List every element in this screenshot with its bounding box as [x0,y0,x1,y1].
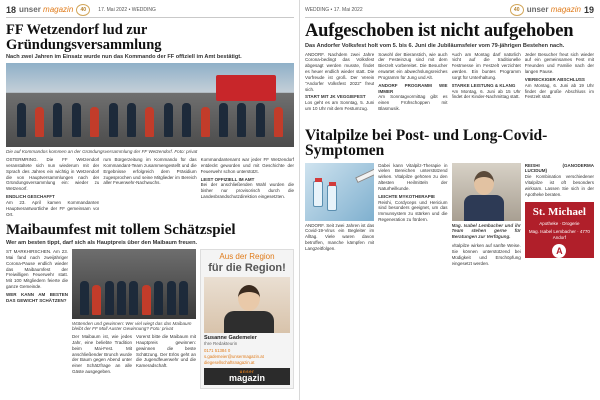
brand-logo: unser magazin [526,5,581,14]
text-column: ANDORF. Nachdem zwei Jahre Corona-bedingt das Volksfest abgesagt werden musste, findet es heuer endlich wieder statt. Die Vorfreude ist groß. Der Verein "Andorfer Volksfest 2022" freut sich. START MIT JK VEGGIEFEST Los geht es am Sonntag, 5. Juni um 10 Uhr mit dem Festumzug. [305,51,375,112]
photo-caption: Wütenden und gewinnen: Wer viel wiegt das das Maibaum bleibt der FF Moll Auster Gewinnung? Foto: privat [72,321,192,331]
magazine-logo: unser magazin [204,368,290,386]
text-column: ST MARKHIRSCHEN. Am 23. Mai fand nach zweijähriger Corona-Pause endlich wieder das Maibaumfest der Freiwilligen Feuerwehr statt. Mit 100 Mitgliedern feierte die ganze Gemeinde. WER KANN AM BESTEN DAS GEWICHT SCHÄTZEN? [6,249,68,303]
editor-name: Susanne Gademeier [204,334,257,341]
pharmacy-subtitle: Apotheke · Drogerie [539,220,580,226]
article-body [6,157,294,219]
article-subline: Das Andorfer Volksfest holt vom 5. bis 6. Juni die Jubiläumsfeier vom 79-jährigen Bestehen nach. [305,42,565,49]
phone-text: 0171 51384 0 [204,347,231,353]
editor-contact [204,348,290,366]
text-column: Jeder Besucher freut sich wieder auf ein gemeinsames Fest mit Freunden und Familie nach der langen Pause. VIERECKIGER ABSCHLUSS Am Montag, 6. Juni ab 19 Uhr findet der große Abschluss im Festzelt statt. [524,51,594,100]
photo-caption: Die auf Kommandos kommen an der Gründungsversammlung der FF Wetzendorf. Foto: privat [6,149,198,154]
editor-ad[interactable] [200,249,294,389]
text-column: Vorerst bitte die Maibaum mit Hauptpreis gewinnen: gewinnen die beste Schätzung. Der Erlös geht an die Jugendfeuerwehr und die Kameradschaft. [136,334,196,369]
article-body [305,52,594,124]
text-column: Mag. Isabel Lembacher und ihr Team stehen gerne für Beratungen zur Verfügung. Vitalpilze wirken auf sanfte Weise. Sie können unterstützend bei Müdigkeit und Erschöpfung eingesetzt werden. [452,163,521,313]
ad-slogan: Aus der Region für die Region! [208,252,286,274]
text-column: Kommandantenamt war jeder FF Wetzendorf entdeckt geworden und mit Geschichte der Feuerwehr schon unterstützt. LEIST OFFIZIELL IM AMT Bei der anschließenden Wahl wurden die bisher nur provisorisch durch die Landesbrandschutzdirektion eingesetzten. [200,157,294,200]
article-headline: Vitalpilze bei Post- und Long-Covid-Symptomen [305,126,548,159]
article-headline: Aufgeschoben ist nicht aufgehoben [305,21,574,41]
maibaum-photo [72,249,196,319]
page-number: 19 [583,4,594,15]
anniversary-badge: 40 [76,4,90,16]
pharmacy-name: St. Michael [532,205,586,218]
left-folio [6,2,294,18]
pharmacy-a-icon: A [552,244,566,258]
text-column: rum Bürgerzeitung im Kommando für das Kommandant-Team zusammengestellt und die Ergebnisse erfolgreich dem Präsidium zugesprochen und seine Mitglieder im Bereich aller Feuerwehr-Nachwuchs. [103,157,197,186]
article-subline: Nach zwei Jahren im Einsatz wurde nun das Kommando der FF offiziell im Amt bestätigt. [6,54,242,60]
pharmacy-ad[interactable] [525,202,594,258]
text-column: REISHI (GANODERMA LUCIDUM) Die Kombination verschiedener Vitalpilze ist oft besonders wirksam. Lassen Sie sich in der Apotheke beraten. St. Michael Apotheke · Drogerie Mag. Isabel Lembacher · 4770 Andorf A [524,162,594,257]
editor-portrait [204,277,290,333]
web-link[interactable]: diegesellschaftsnagazin.at [204,359,255,365]
editor-role: Ihre Redakteurin [204,340,238,346]
firefighter-group-photo [6,63,294,147]
text-column: Der Maibaum ist, wie jedes Jahr, eine beliebte Tradition beim Mai-Fest. Mit anschließender Brunch wurde der Baum gegen Abend unter einer Schätzfrage an alle Gäste ausgegeben. [72,334,132,375]
brand-logo: unser magazin [19,5,74,14]
article-headline: FF Wetzendorf lud zur Gründungsversammlung [6,22,162,53]
pharmacy-address: Mag. Isabel Lembacher · 4770 Andorf [528,228,590,240]
issue-date: WEDDING • 17. Mai 2022 [305,6,363,13]
article-subline: Wer am besten tippt, darf sich als Hauptpreis über den Maibaum freuen. [6,240,198,246]
article-headline: Maibaumfest mit tollem Schätzspiel [6,222,236,238]
text-column: OSTERMRING. Die FF Wetzendorf veranstaltete sich nun wiederum mit der Sprach des Jahres ein wichtig in Wetzendorf die von Hauptversammlungen nach der Gründungsversammlung ein: wieder zu Wetzenorf. ENDLICH GESCHAFFT Am 23. April kamen Kommandanten Hauptverantwortliche der FF gemeinsam vor Ort. [6,157,100,217]
photo-caption: Mag. Isabel Lembacher und ihr Team stehen gerne für Beratungen zur Verfügung. [451,222,521,240]
text-column: Auch am Montag darf natürlich nicht auf die traditionelle Festmesse im Festzelt verzichtet werden. Ein buntes Programm sorgt für Unterhaltung. STARKE LEISTUNG & KLANG Am Montag, 6. Juni ab 15 Uhr findet der Kinder-Nachmittag statt. [451,51,521,100]
text-column: Dabei kann Vitalpilz-Therapie in vielen Bereichen unterstützend wirken. Vitalpilze gehören zu den ältesten Heilmitteln der Naturheilkunde. LEICHTE MYKOTHERAPIE Reishi, Cordyceps und Hericium sind besonders geeignet, um das Immunsystem zu stärken und die Regeneration zu fördern. [378,162,448,223]
vaccine-photo [305,163,374,221]
article-body [305,163,594,313]
text-column: Sowohl der Bieranstich, wie auch der Festeinzug sind mit dem Bierzelt vorbereitet. Die Besucher erwartet ein abwechslungsreiches Programm für Jung und Alt. ANDORF PROGRAMM WIE IMMER Am Sonntagvormittag gibt es einen Frühschoppen mit Blasmusik. [378,51,448,112]
text-column: ANDORF. Seit zwei Jahren ist das Covid-19-Virus ein Begleiter im Alltag. Viele waren davon betroffen, manche kämpfen mit Langzeitfolgen. [305,163,374,313]
right-page [300,0,600,400]
pharmacist-portrait [452,163,521,221]
anniversary-badge: 40 [510,4,524,16]
right-folio [305,2,594,18]
email-link[interactable]: s.gademeier@unsermagazin.at [204,353,264,359]
page-number: 18 [6,4,17,15]
issue-date: 17. Mai 2022 • WEDDING [98,6,156,13]
